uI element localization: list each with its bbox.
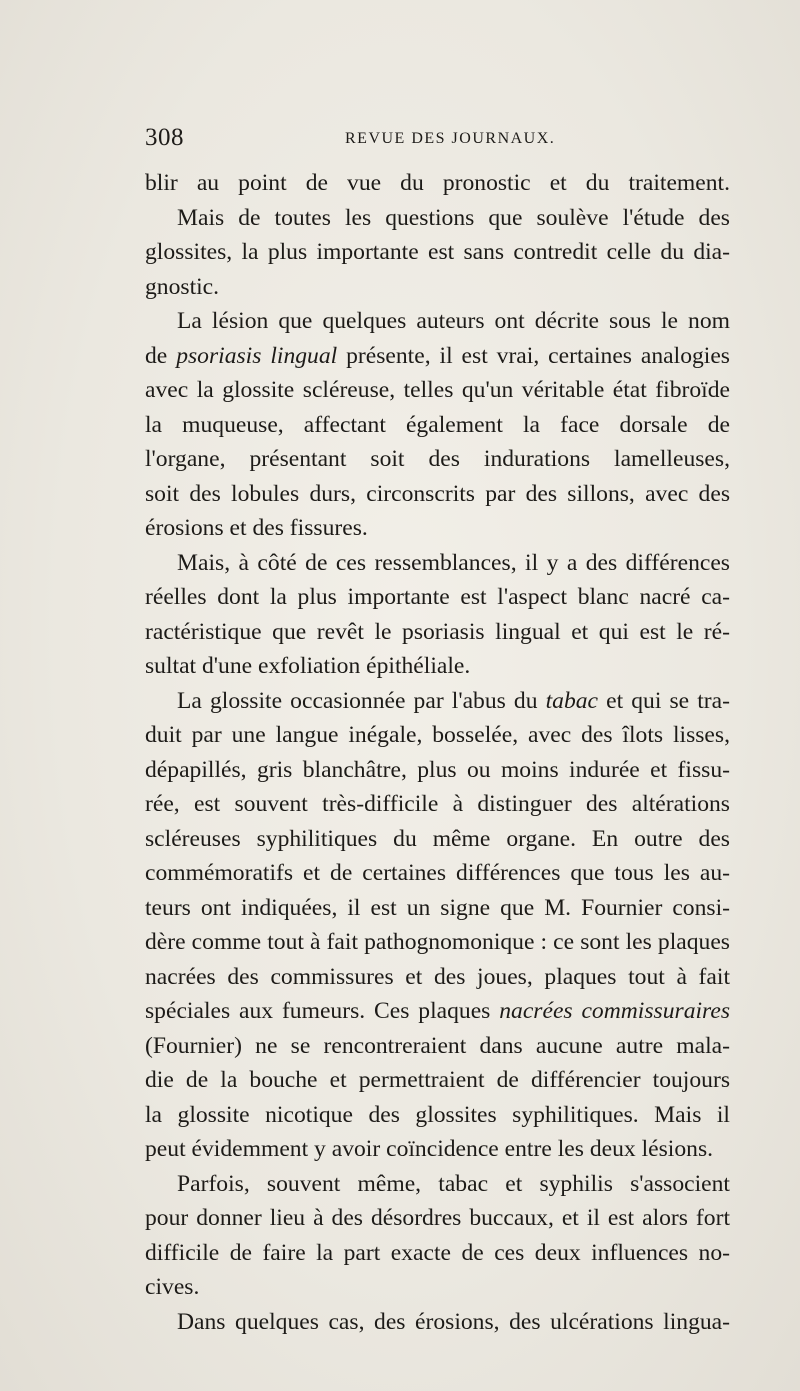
text-segment: l'organe, présentant soit des indurations lamelleuses,	[145, 446, 730, 472]
text-line	[145, 787, 730, 822]
text-segment: die de la bouche et permettraient de différencier toujours	[145, 1067, 730, 1093]
text-segment: rée, est souvent très-difficile à distinguer des altérations	[145, 791, 730, 817]
text-segment: nacrées des commissures et des joues, plaques tout à fait	[145, 963, 730, 990]
text-line	[145, 511, 730, 546]
text-segment: commémoratifs et de certaines différences que tous les au-	[145, 860, 730, 886]
text-segment: soit des lobules durs, circonscrits par des sillons, avec des	[145, 480, 730, 507]
text-segment: duit par une langue inégale, bosselée, avec des îlots lisses,	[145, 722, 730, 748]
text-segment: peut évidemment y avoir coïncidence entre les deux lésions.	[145, 1136, 714, 1162]
text-segment: présente, il est vrai, certaines analogies	[337, 342, 730, 369]
text-segment: difficile de faire la part exacte de ces deux influences no-	[145, 1239, 730, 1266]
text-line	[145, 856, 730, 891]
text-segment: glossites, la plus importante est sans contredit celle du dia-	[145, 239, 730, 265]
text-line	[145, 1305, 730, 1340]
text-line	[145, 753, 730, 788]
text-segment: dépapillés, gris blanchâtre, plus ou moins indurée et fissu-	[145, 756, 730, 783]
text-line	[145, 235, 730, 270]
text-line	[145, 1167, 730, 1202]
text-segment: réelles dont la plus importante est l'aspect blanc nacré ca-	[145, 584, 730, 610]
italic-term: nacrées commissuraires	[499, 998, 731, 1024]
text-line	[145, 1236, 730, 1271]
italic-term: psoriasis lingual	[176, 342, 338, 369]
text-line	[145, 925, 730, 960]
text-segment: Parfois, souvent même, tabac et syphilis s'associent	[177, 1170, 730, 1197]
text-segment: Dans quelques cas, des érosions, des ulcérations lingua-	[177, 1308, 730, 1335]
text-segment: (Fournier) ne se rencontreraient dans aucune autre mala-	[145, 1032, 730, 1059]
text-line	[145, 649, 730, 684]
text-line	[145, 339, 730, 374]
text-segment: sultat d'une exfoliation épithéliale.	[145, 653, 471, 679]
text-line	[145, 1029, 730, 1064]
text-segment: avec la glossite scléreuse, telles qu'un véritable état fibroïde	[145, 377, 730, 403]
text-line	[145, 1270, 730, 1305]
text-segment: blir au point de vue du pronostic et du traitement.	[145, 170, 730, 196]
running-title: REVUE DES JOURNAUX.	[345, 130, 556, 147]
text-segment: cives.	[145, 1274, 200, 1300]
text-line	[145, 1132, 730, 1167]
text-line	[145, 408, 730, 443]
text-line	[145, 960, 730, 995]
text-segment: teurs ont indiquées, il est un signe que M. Fournier consi-	[145, 894, 730, 921]
text-line	[145, 684, 730, 719]
text-segment: érosions et des fissures.	[145, 515, 368, 541]
text-segment: ractéristique que revêt le psoriasis lingual et qui est le ré-	[145, 618, 730, 645]
text-segment: La glossite occasionnée par l'abus du	[177, 687, 546, 714]
text-segment: la muqueuse, affectant également la face dorsale de	[145, 411, 730, 438]
text-line	[145, 546, 730, 581]
text-segment: la glossite nicotique des glossites syphilitiques. Mais il	[145, 1101, 730, 1128]
text-segment: et qui se tra-	[598, 687, 730, 714]
text-line	[145, 580, 730, 615]
text-line	[145, 822, 730, 857]
text-line	[145, 1098, 730, 1133]
text-segment: dère comme tout à fait pathognomonique : ce sont les plaques	[145, 929, 730, 955]
text-line	[145, 270, 730, 305]
text-segment: gnostic.	[145, 273, 220, 300]
text-line	[145, 373, 730, 408]
text-line	[145, 891, 730, 926]
text-segment: La lésion que quelques auteurs ont décrite sous le nom	[177, 308, 730, 334]
text-line	[145, 166, 730, 201]
text-line	[145, 201, 730, 236]
text-segment: Mais, à côté de ces ressemblances, il y a des différences	[177, 549, 730, 576]
text-line	[145, 994, 730, 1029]
text-line	[145, 1201, 730, 1236]
text-segment: Mais de toutes les questions que soulève l'étude des	[177, 204, 730, 231]
text-line	[145, 442, 730, 477]
text-line	[145, 615, 730, 650]
italic-term: tabac	[545, 687, 599, 714]
text-line	[145, 1063, 730, 1098]
text-segment: spéciales aux fumeurs. Ces plaques	[145, 998, 500, 1024]
text-segment: pour donner lieu à des désordres buccaux, et il est alors fort	[145, 1205, 730, 1231]
text-segment: de	[145, 342, 177, 369]
text-line	[145, 718, 730, 753]
text-line	[145, 477, 730, 512]
text-segment: scléreuses syphilitiques du même organe. En outre des	[145, 825, 730, 852]
page-number: 308	[145, 124, 184, 151]
page-header	[145, 124, 733, 154]
body-text	[145, 166, 730, 1339]
text-line	[145, 304, 730, 339]
